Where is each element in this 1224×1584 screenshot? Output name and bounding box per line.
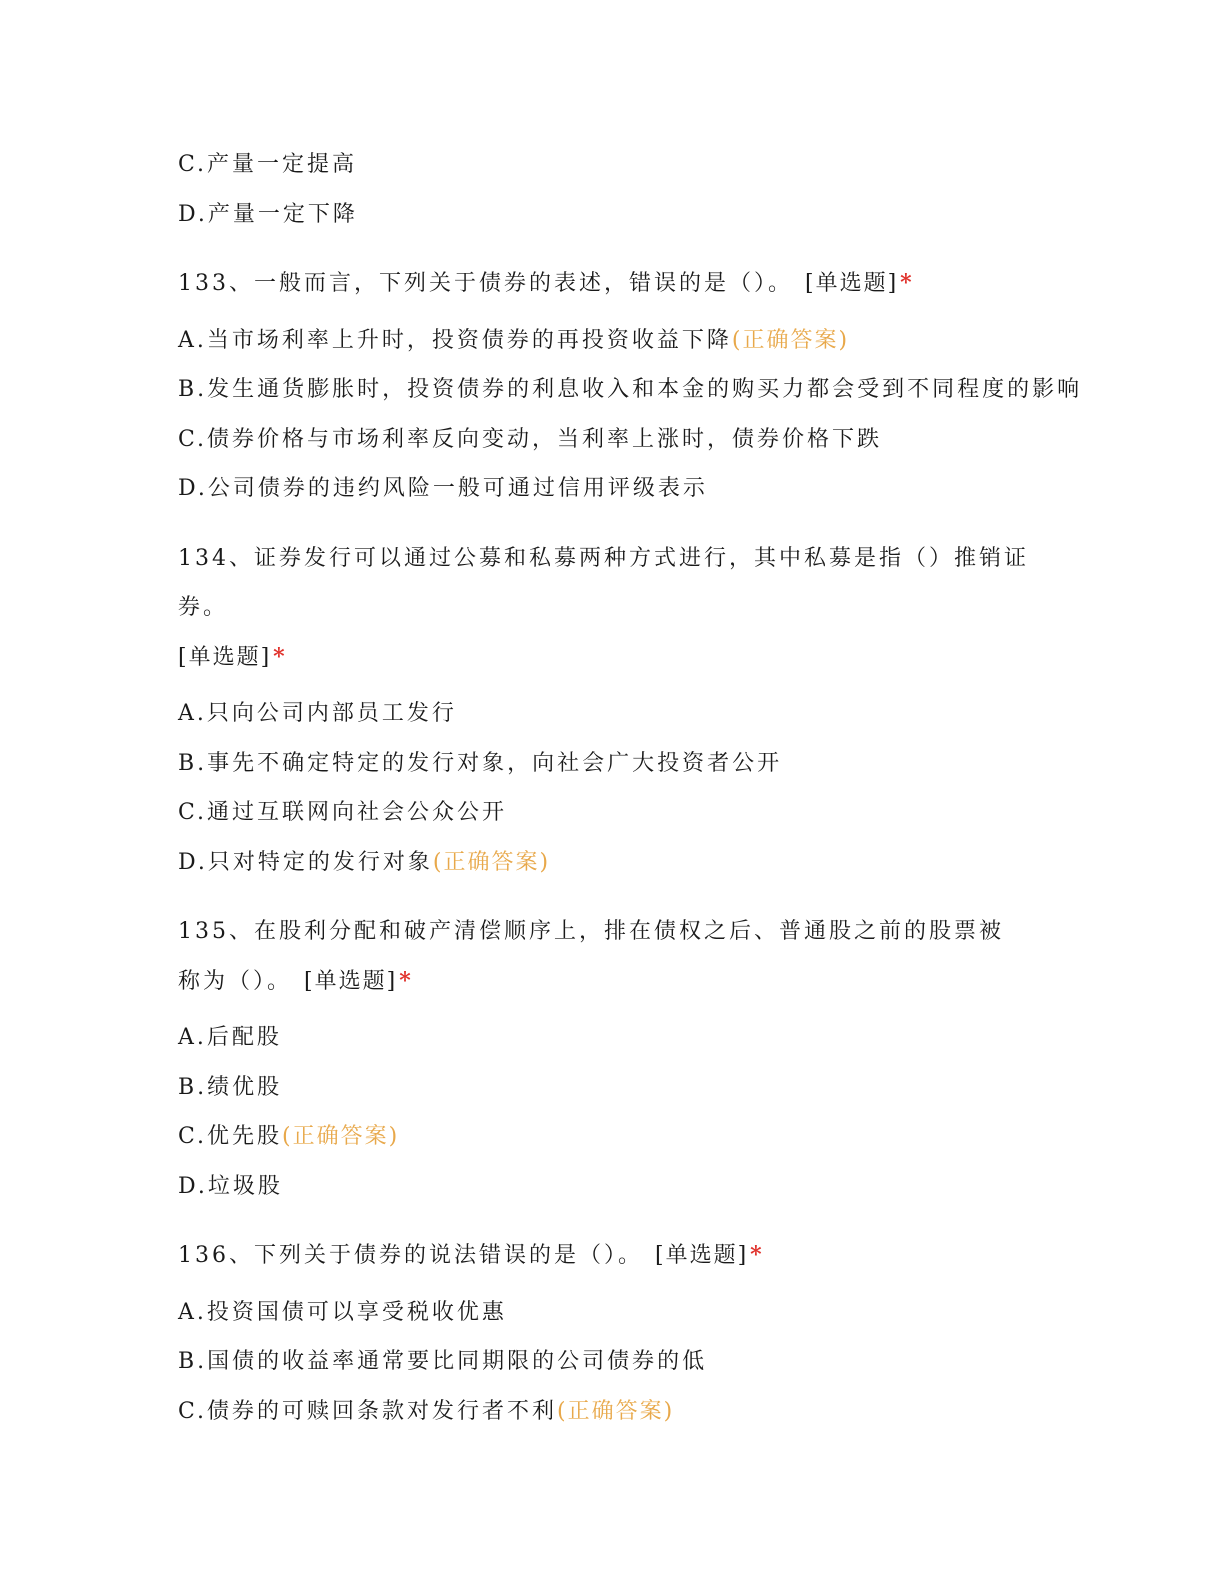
option-134-a: A.只向公司内部员工发行 — [178, 701, 457, 726]
option-prev-d: D.产量一定下降 — [178, 201, 358, 227]
question-text: 133、一般而言，下列关于债券的表述，错误的是（）。 — [178, 271, 793, 296]
question-133 — [178, 259, 1058, 309]
option-134-b: B.事先不确定特定的发行对象，向社会广大投资者公开 — [178, 750, 783, 776]
option-135-c: C.优先股(正确答案) — [178, 1124, 400, 1149]
question-136 — [178, 1231, 1058, 1281]
option-136-b: B.国债的收益率通常要比同期限的公司债券的低 — [178, 1349, 708, 1374]
option-prev-c: C.产量一定提高 — [178, 152, 358, 177]
correct-answer-note: (正确答案) — [557, 1398, 675, 1424]
question-text: 136、下列关于债券的说法错误的是（）。 — [178, 1243, 643, 1268]
required-star: * — [900, 270, 912, 296]
option-134-c: C.通过互联网向社会公众公开 — [178, 800, 508, 825]
question-134 — [178, 534, 1058, 683]
question-type-tag: [单选题] — [805, 271, 899, 296]
correct-answer-note: (正确答案) — [432, 849, 551, 875]
question-type-tag: [单选题] — [655, 1243, 749, 1268]
correct-answer-note: (正确答案) — [731, 327, 850, 353]
question-type-tag: [单选题] — [178, 644, 272, 670]
option-133-c: C.债券价格与市场利率反向变动，当利率上涨时，债券价格下跌 — [178, 426, 883, 452]
option-135-a: A.后配股 — [178, 1025, 282, 1050]
question-text: 134、证券发行可以通过公募和私募两种方式进行，其中私募是指（）推销证券。 — [178, 545, 1029, 620]
question-135 — [178, 907, 1008, 1006]
required-star: * — [399, 967, 411, 994]
document-page — [178, 140, 1083, 1436]
required-star: * — [273, 643, 285, 670]
option-133-a: A.当市场利率上升时，投资债券的再投资收益下降(正确答案) — [178, 327, 850, 353]
correct-answer-note: (正确答案) — [282, 1124, 400, 1149]
question-text: 135、在股利分配和破产清偿顺序上，排在债权之后、普通股之前的股票被称为（）。 — [178, 919, 1004, 994]
option-136-a: A.投资国债可以享受税收优惠 — [178, 1299, 507, 1325]
option-134-d: D.只对特定的发行对象(正确答案) — [178, 849, 551, 875]
required-star: * — [750, 1242, 762, 1268]
option-136-c: C.债券的可赎回条款对发行者不利(正确答案) — [178, 1398, 675, 1424]
option-133-d: D.公司债券的违约风险一般可通过信用评级表示 — [178, 476, 708, 501]
option-133-b: B.发生通货膨胀时，投资债券的利息收入和本金的购买力都会受到不同程度的影响 — [178, 377, 1083, 402]
option-135-b: B.绩优股 — [178, 1074, 283, 1100]
option-135-d: D.垃圾股 — [178, 1173, 283, 1199]
question-type-tag: [单选题] — [304, 968, 398, 994]
